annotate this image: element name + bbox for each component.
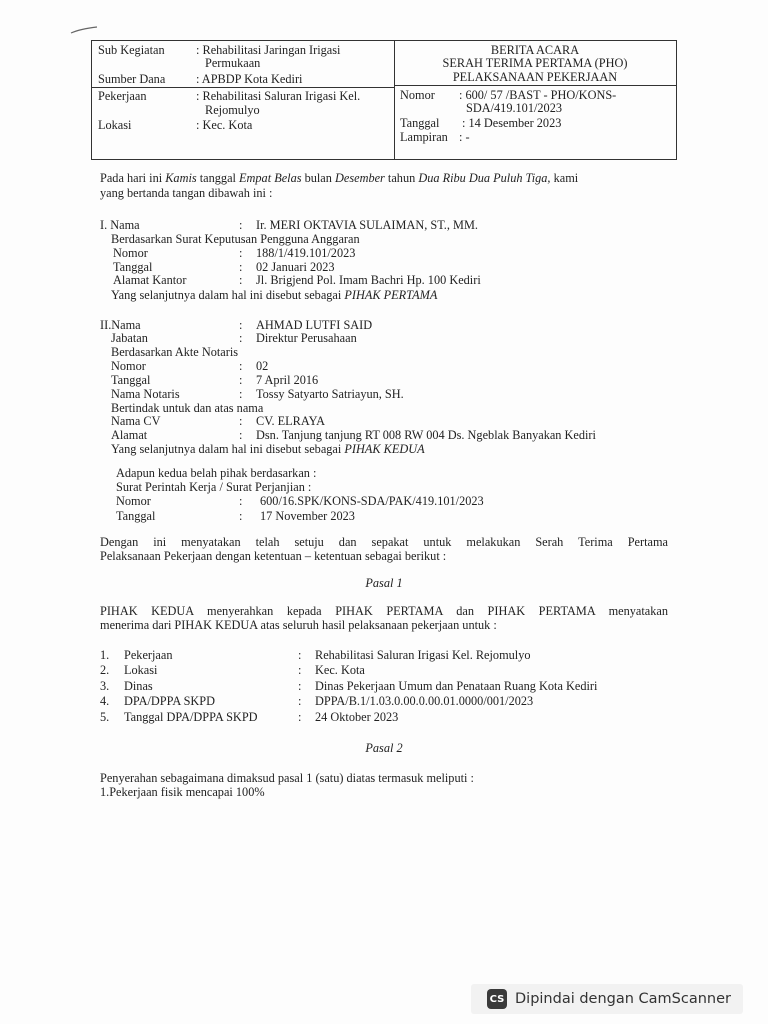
p2-cv-value: CV. ELRAYA xyxy=(256,414,326,428)
p1-nomor-label: Nomor xyxy=(113,246,148,260)
sub-kegiatan-value: : Rehabilitasi Jaringan Irigasi xyxy=(196,43,341,57)
pasal-2-line-2: 1.Pekerjaan fisik mencapai 100% xyxy=(100,785,265,799)
list-item-value: DPPA/B.1/1.03.0.00.0.00.01.0000/001/2023 xyxy=(315,694,534,708)
pasal-2-line-1: Penyerahan sebagaimana dimaksud pasal 1 (satu) diatas termasuk meliputi : xyxy=(100,771,474,785)
p2-cv-label: Nama CV xyxy=(111,414,161,428)
colon: : xyxy=(239,509,243,523)
list-item-label: Lokasi xyxy=(124,663,158,677)
pekerjaan-label: Pekerjaan xyxy=(98,89,147,103)
pekerjaan-value: : Rehabilitasi Saluran Irigasi Kel. xyxy=(196,89,361,103)
pen-scratch-mark xyxy=(70,26,98,34)
pasal-1-line-2: menerima dari PIHAK KEDUA atas seluruh hasil pelaksanaan pekerjaan untuk : xyxy=(100,618,497,632)
tanggal-value: : 14 Desember 2023 xyxy=(462,116,562,130)
p1-nama-value: Ir. MERI OKTAVIA SULAIMAN, ST., MM. xyxy=(256,218,478,232)
colon: : xyxy=(298,679,302,693)
colon: : xyxy=(298,663,302,677)
sumber-dana-label: Sumber Dana xyxy=(98,72,166,86)
p2-notaris-value: Tossy Satyarto Satriayun, SH. xyxy=(256,387,404,401)
nomor-label: Nomor xyxy=(400,88,435,102)
header-table xyxy=(91,40,677,160)
list-item-value: Kec. Kota xyxy=(315,663,365,677)
lampiran-label: Lampiran xyxy=(400,130,448,144)
intro-text: tanggal xyxy=(196,171,240,185)
colon: : xyxy=(298,710,302,724)
header-row-line xyxy=(394,85,676,86)
p2-dasar: Berdasarkan Akte Notaris xyxy=(111,345,239,359)
colon: : xyxy=(239,428,243,442)
dasar-spk: Surat Perintah Kerja / Surat Perjanjian : xyxy=(116,480,312,494)
doc-title-3: PELAKSANAAN PEKERJAAN xyxy=(452,70,618,84)
p2-notaris-label: Nama Notaris xyxy=(111,387,180,401)
colon: : xyxy=(298,694,302,708)
p1-tanggal-label: Tanggal xyxy=(113,260,153,274)
pasal-1-title: Pasal 1 xyxy=(365,576,403,590)
p1-alamat-label: Alamat Kantor xyxy=(113,273,187,287)
p2-nomor-label: Nomor xyxy=(111,359,146,373)
list-item-value: Rehabilitasi Saluran Irigasi Kel. Rejomulyo xyxy=(315,648,531,662)
sumber-dana-value: : APBDP Kota Kediri xyxy=(196,72,303,86)
dasar-intro: Adapun kedua belah pihak berdasarkan : xyxy=(116,466,317,480)
p2-tanggal-label: Tanggal xyxy=(111,373,151,387)
p1-sebutan xyxy=(111,288,437,303)
tanggal-label: Tanggal xyxy=(400,116,440,130)
p1-dasar: Berdasarkan Surat Keputusan Pengguna Anggaran xyxy=(111,232,360,246)
list-item-number: 2. xyxy=(100,663,110,677)
camscanner-text: Dipindai dengan CamScanner xyxy=(515,991,732,1007)
list-item-label: DPA/DPPA SKPD xyxy=(124,694,216,708)
p2-nama-value: AHMAD LUTFI SAID xyxy=(256,318,373,332)
pasal-2-title: Pasal 2 xyxy=(365,741,403,755)
doc-title-1: BERITA ACARA xyxy=(490,43,580,57)
p2-sebutan-text: Yang selanjutnya dalam hal ini disebut sebagai xyxy=(111,442,345,456)
colon: : xyxy=(239,273,243,287)
p1-tanggal-value: 02 Januari 2023 xyxy=(256,260,335,274)
dasar-nomor-label: Nomor xyxy=(116,494,151,508)
p2-jabatan-label: Jabatan xyxy=(111,331,148,345)
list-item-label: Tanggal DPA/DPPA SKPD xyxy=(124,710,258,724)
pasal-1-line-1: PIHAK KEDUA menyerahkan kepada PIHAK PERTAMA dan PIHAK PERTAMA menyatakan xyxy=(100,604,668,618)
p2-bertindak: Bertindak untuk dan atas nama xyxy=(111,401,264,415)
pernyataan-line-2: Pelaksanaan Pekerjaan dengan ketentuan – ketentuan sebagai berikut : xyxy=(100,549,447,563)
intro-day: Kamis xyxy=(165,171,197,185)
intro-text: Pada hari ini xyxy=(100,171,166,185)
p1-sebutan-text: Yang selanjutnya dalam hal ini disebut sebagai xyxy=(111,288,345,302)
colon: : xyxy=(239,331,243,345)
p2-alamat-value: Dsn. Tanjung tanjung RT 008 RW 004 Ds. Ngeblak Banyakan Kediri xyxy=(256,428,596,442)
list-item-value: 24 Oktober 2023 xyxy=(315,710,399,724)
colon: : xyxy=(239,260,243,274)
list-item-value: Dinas Pekerjaan Umum dan Penataan Ruang Kota Kediri xyxy=(315,679,598,693)
intro-text: kami xyxy=(550,171,579,185)
p2-tanggal-value: 7 April 2016 xyxy=(256,373,319,387)
nomor-value: : 600/ 57 /BAST - PHO/KONS- xyxy=(459,88,617,102)
intro-line-2: yang bertanda tangan dibawah ini : xyxy=(100,186,273,200)
dasar-tanggal-value: 17 November 2023 xyxy=(260,509,355,523)
colon: : xyxy=(239,318,243,332)
sub-kegiatan-label: Sub Kegiatan xyxy=(98,43,165,57)
p2-jabatan-value: Direktur Perusahaan xyxy=(256,331,357,345)
lampiran-value: : - xyxy=(459,130,470,144)
p1-nomor-value: 188/1/419.101/2023 xyxy=(256,246,356,260)
camscanner-watermark xyxy=(471,984,743,1014)
sub-kegiatan-value-cont: Permukaan xyxy=(205,56,261,70)
doc-title-2: SERAH TERIMA PERTAMA (PHO) xyxy=(442,56,628,70)
p1-sebutan-role: PIHAK PERTAMA xyxy=(344,288,438,302)
list-item-number: 1. xyxy=(100,648,110,662)
intro-year: Dua Ribu Dua Puluh Tiga, xyxy=(418,171,551,185)
intro-text: tahun xyxy=(384,171,419,185)
colon: : xyxy=(239,218,243,232)
list-item-label: Pekerjaan xyxy=(124,648,173,662)
list-item-number: 5. xyxy=(100,710,110,724)
colon: : xyxy=(239,373,243,387)
colon: : xyxy=(239,387,243,401)
lokasi-value: : Kec. Kota xyxy=(196,118,253,132)
p1-alamat-value: Jl. Brigjend Pol. Imam Bachri Hp. 100 Kediri xyxy=(256,273,481,287)
intro-month: Desember xyxy=(334,171,385,185)
colon: : xyxy=(239,414,243,428)
dasar-nomor-value: 600/16.SPK/KONS-SDA/PAK/419.101/2023 xyxy=(260,494,484,508)
colon: : xyxy=(239,246,243,260)
nomor-value-cont: SDA/419.101/2023 xyxy=(466,101,562,115)
lokasi-label: Lokasi xyxy=(98,118,132,132)
p2-nomor-value: 02 xyxy=(256,359,269,373)
p2-alamat-label: Alamat xyxy=(111,428,148,442)
p1-nama-label: I. Nama xyxy=(100,218,140,232)
p2-sebutan-role: PIHAK KEDUA xyxy=(344,442,425,456)
list-item-label: Dinas xyxy=(124,679,153,693)
pekerjaan-value-cont: Rejomulyo xyxy=(205,103,260,117)
intro-date: Empat Belas xyxy=(239,171,302,185)
list-item-number: 4. xyxy=(100,694,110,708)
pernyataan-line-1: Dengan ini menyatakan telah setuju dan sepakat untuk melakukan Serah Terima Pertama xyxy=(100,535,668,549)
p2-sebutan xyxy=(111,442,425,457)
list-item-number: 3. xyxy=(100,679,110,693)
header-row-line xyxy=(92,87,394,88)
p2-nama-label: II.Nama xyxy=(100,318,141,332)
dasar-tanggal-label: Tanggal xyxy=(116,509,156,523)
colon: : xyxy=(298,648,302,662)
colon: : xyxy=(239,494,243,508)
intro-text: bulan xyxy=(301,171,335,185)
camscanner-logo-icon: CS xyxy=(487,989,507,1009)
colon: : xyxy=(239,359,243,373)
intro-line-1 xyxy=(100,171,578,186)
